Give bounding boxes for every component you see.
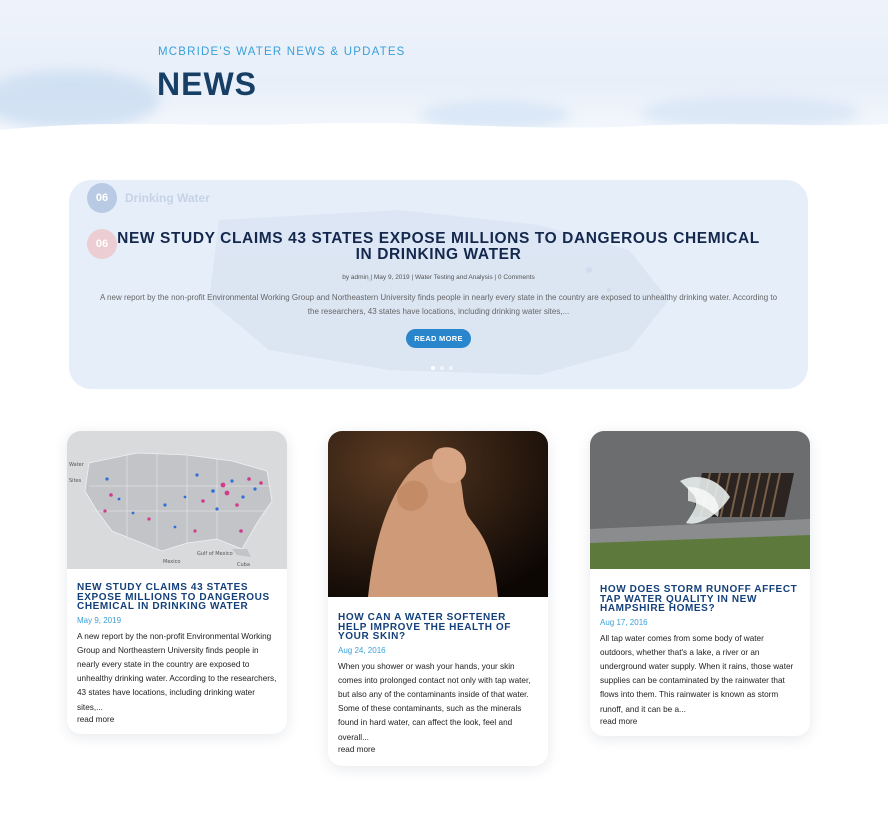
storm-drain-photo-image[interactable] [590,431,810,569]
post-title[interactable]: HOW DOES STORM RUNOFF AFFECT TAP WATER QUALITY IN NEW HAMPSHIRE HOMES? [600,584,798,614]
us-contamination-map-image[interactable] [67,431,287,569]
slider-pagination [431,366,453,370]
post-card[interactable] [67,431,287,734]
read-more-link[interactable]: read more [338,744,376,754]
category-badge: 06 [87,183,117,213]
page-eyebrow: MCBRIDE'S WATER NEWS & UPDATES [158,46,406,58]
post-excerpt: All tap water comes from some body of water outdoors, whether that's a lake, a river or an underground water supply. When it rains, those water supplies can be contaminated by the rainwater that flows into them. This rainwater is known as storm runoff, and it can be a... [600,633,794,714]
category-label: Drinking Water [125,191,210,205]
map-label: Cuba [237,562,250,568]
map-label: Mexico [163,559,181,565]
read-more-link[interactable]: read more [77,714,115,724]
post-date: Aug 17, 2016 [600,617,648,627]
page-header [0,0,888,140]
read-more-link[interactable]: read more [600,716,638,726]
featured-post-excerpt: A new report by the non-profit Environmental Working Group and Northeastern University finds people in nearly every state in the country are exposed to unhealthy drinking water. According to the researchers, 43 states have locations, including drinking water sites,... [99,293,778,316]
map-label: Sites [69,478,82,484]
slider-dot[interactable] [449,366,453,370]
post-title[interactable]: NEW STUDY CLAIMS 43 STATES EXPOSE MILLIONS TO DANGEROUS CHEMICAL IN DRINKING WATER [77,582,270,612]
read-more-button[interactable]: READ MORE [406,329,471,348]
post-excerpt: When you shower or wash your hands, your skin comes into prolonged contact not only with tap water, but also any of the contaminants inside of that water. Some of these contaminants, such as the minerals found in hard water, can affect the look, feel and overall... [338,661,531,742]
slider-dot[interactable] [431,366,435,370]
post-card[interactable] [328,431,548,766]
post-date: Aug 24, 2016 [338,645,386,655]
featured-post-title[interactable]: NEW STUDY CLAIMS 43 STATES EXPOSE MILLIONS TO DANGEROUS CHEMICAL IN DRINKING WATER [117,230,760,263]
page-title: NEWS [157,66,257,102]
background-map-image [69,180,808,389]
fingertips-photo-image[interactable] [328,431,548,597]
post-title[interactable]: HOW CAN A WATER SOFTENER HELP IMPROVE THE HEALTH OF YOUR SKIN? [338,612,512,642]
category-badge: 06 [87,229,117,259]
wave-divider [0,118,888,140]
map-label: Water [69,462,84,468]
post-card[interactable] [590,431,810,736]
map-label: Gulf of Mexico [197,551,233,557]
slider-dot[interactable] [440,366,444,370]
featured-post-meta: by admin | May 9, 2019 | Water Testing and Analysis | 0 Comments [342,274,535,281]
post-excerpt: A new report by the non-profit Environmental Working Group and Northeastern University finds people in nearly every state in the country are exposed to unhealthy drinking water. According to the researchers, 43 states have locations, including drinking water sites,... [77,631,277,712]
post-date: May 9, 2019 [77,615,122,625]
featured-post-slider[interactable] [69,180,808,389]
